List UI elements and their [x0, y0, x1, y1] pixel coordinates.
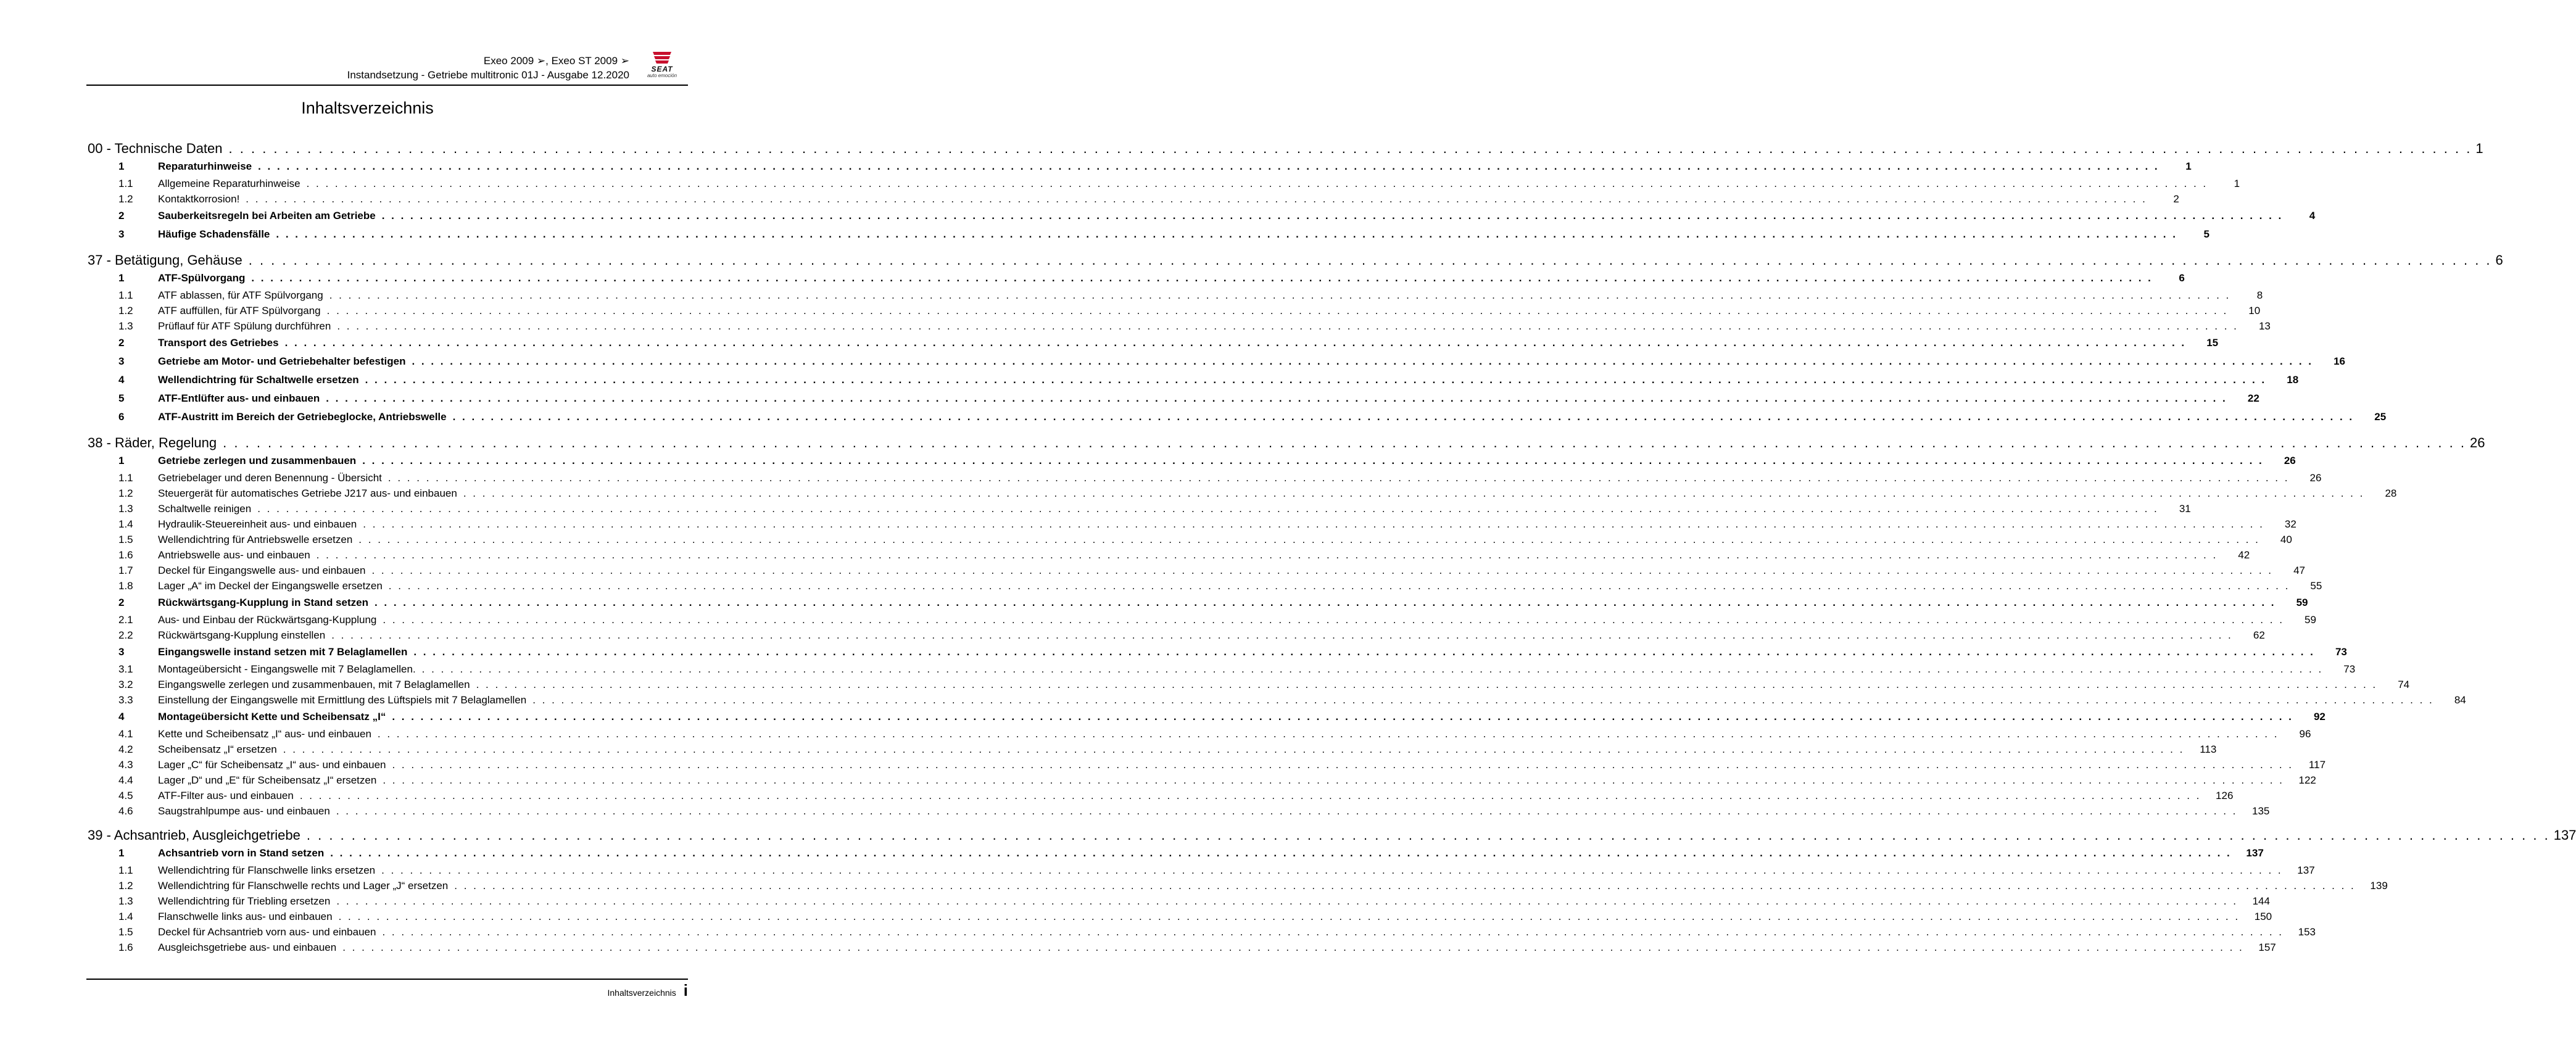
- toc-subsection[interactable]: [118, 924, 2316, 940]
- dot-leader: . . . . . . . . . . . . . . . . . . . . . . . . . . . . . . . . . . . . . . . . . . . . . . . . . . . . . . . . . . . . . . . . . . . . . . . . . . . . . . . . . . . . . . . . . . . . . . . . . . . . . . . . . . . . . . . . . . . . . . . . . . . . . . . . . . . . . . . . . . . . . . . . . . . . . . . . . . . . . . . . . . . . . . . . . . . . . . . . . . . . . . . . . . . . . . . . . . . . . . . .: [452, 411, 2354, 423]
- dot-leader: . . . . . . . . . . . . . . . . . . . . . . . . . . . . . . . . . . . . . . . . . . . . . . . . . . . . . . . . . . . . . . . . . . . . . . . . . . . . . . . . . . . . . . . . . . . . . . . . . . . . . . . . . . . . . . . . . . . . . . . . . . . . . . . . . . . . . . . . . . . . . . . . . . . . . . . . . . . . . . . . . . . . . . . . . . . . . . . . . . . . . . . . . . . . . . . . . . . . . . . .: [365, 374, 2267, 386]
- toc-subsection[interactable]: [118, 612, 2316, 627]
- page-header: [86, 51, 688, 85]
- section-title: Getriebelager und deren Benennung - Übersicht: [158, 472, 382, 484]
- footer-page-number: i: [683, 981, 688, 1000]
- section-title: Wellendichtring für Antriebswelle ersetzen: [158, 534, 353, 545]
- toc-section[interactable]: [118, 371, 2299, 389]
- chapter-page-number: 137: [2553, 827, 2576, 843]
- section-title: Steuergerät für automatisches Getriebe J217 aus- und einbauen: [158, 487, 457, 499]
- section-page-number: 144: [2252, 895, 2270, 907]
- toc-chapter-heading[interactable]: [88, 434, 2485, 452]
- section-page-number: 126: [2216, 790, 2234, 801]
- toc-subsection[interactable]: [118, 757, 2326, 772]
- section-number: 2.2: [118, 629, 133, 641]
- section-page-number: 62: [2253, 629, 2265, 641]
- section-number: 4.3: [118, 759, 133, 771]
- dot-leader: . . . . . . . . . . . . . . . . . . . . . . . . . . . . . . . . . . . . . . . . . . . . . . . . . . . . . . . . . . . . . . . . . . . . . . . . . . . . . . . . . . . . . . . . . . . . . . . . . . . . . . . . . . . . . . . . . . . . . . . . . . . . . . . . . . . . . . . . . . . . . . . . . . . . . . . . . . . . . . . . . . . . . . . . . . . . . . . . . . . . . . . . . . . . . . . . . . . . . . . .: [248, 252, 2492, 268]
- page-title: Inhaltsverzeichnis: [301, 99, 434, 117]
- section-page-number: 6: [2179, 272, 2185, 284]
- section-page-number: 22: [2247, 392, 2259, 404]
- section-page-number: 137: [2246, 847, 2264, 859]
- toc-subsection[interactable]: [118, 516, 2296, 532]
- dot-leader: . . . . . . . . . . . . . . . . . . . . . . . . . . . . . . . . . . . . . . . . . . . . . . . . . . . . . . . . . . . . . . . . . . . . . . . . . . . . . . . . . . . . . . . . . . . . . . . . . . . . . . . . . . . . . . . . . . . . . . . . . . . . . . . . . . . . . . . . . . . . . . . . . . . . . . . . . . . . . . . . . . . . . . . . . . . . . . . . . . . . . . . . . . . . . . . . . . . . . . . .: [283, 743, 2185, 755]
- toc-subsection[interactable]: [118, 501, 2191, 516]
- section-title: Deckel für Eingangswelle aus- und einbauen: [158, 565, 366, 576]
- dot-leader: . . . . . . . . . . . . . . . . . . . . . . . . . . . . . . . . . . . . . . . . . . . . . . . . . . . . . . . . . . . . . . . . . . . . . . . . . . . . . . . . . . . . . . . . . . . . . . . . . . . . . . . . . . . . . . . . . . . . . . . . . . . . . . . . . . . . . . . . . . . . . . . . . . . . . . . . . . . . . . . . . . . . . . . . . . . . . . . . . . . . . . . . . . . . . . . . . . . . . . . .: [284, 337, 2187, 349]
- dot-leader: . . . . . . . . . . . . . . . . . . . . . . . . . . . . . . . . . . . . . . . . . . . . . . . . . . . . . . . . . . . . . . . . . . . . . . . . . . . . . . . . . . . . . . . . . . . . . . . . . . . . . . . . . . . . . . . . . . . . . . . . . . . . . . . . . . . . . . . . . . . . . . . . . . . . . . . . . . . . . . . . . . . . . . . . . . . . . . . . . . . . . . . . . . . . . . . . . . . . . . . .: [338, 911, 2240, 922]
- logo-tagline: auto emoción: [647, 73, 677, 78]
- section-title: Achsantrieb vorn in Stand setzen: [158, 847, 325, 859]
- section-number: 3: [118, 646, 125, 658]
- section-title: Kontaktkorrosion!: [158, 193, 240, 205]
- section-page-number: 5: [2203, 228, 2209, 240]
- toc-section[interactable]: [118, 352, 2346, 371]
- toc-subsection[interactable]: [118, 893, 2270, 909]
- chapter-spacer: [88, 819, 688, 826]
- toc-section[interactable]: [118, 389, 2259, 408]
- section-page-number: 26: [2309, 472, 2322, 484]
- section-number: 1.4: [118, 911, 133, 922]
- section-page-number: 8: [2256, 289, 2263, 301]
- toc-subsection[interactable]: [118, 726, 2311, 742]
- toc-chapter-heading[interactable]: [88, 139, 2483, 157]
- section-page-number: 96: [2299, 728, 2311, 740]
- section-number: 2: [118, 210, 125, 221]
- dot-leader: . . . . . . . . . . . . . . . . . . . . . . . . . . . . . . . . . . . . . . . . . . . . . . . . . . . . . . . . . . . . . . . . . . . . . . . . . . . . . . . . . . . . . . . . . . . . . . . . . . . . . . . . . . . . . . . . . . . . . . . . . . . . . . . . . . . . . . . . . . . . . . . . . . . . . . . . . . . . . . . . . . . . . . . . . . . . . . . . . . . . . . . . . . . . . . . . . . . . . . . .: [336, 805, 2238, 817]
- section-number: 4.2: [118, 743, 133, 755]
- section-number: 3.2: [118, 679, 133, 690]
- section-page-number: 153: [2298, 926, 2316, 938]
- section-page-number: 137: [2297, 864, 2315, 876]
- section-page-number: 139: [2370, 880, 2388, 892]
- chapter-spacer: [88, 244, 688, 251]
- toc-section[interactable]: [118, 207, 2316, 225]
- section-title: Häufige Schadensfälle: [158, 228, 270, 240]
- dot-leader: . . . . . . . . . . . . . . . . . . . . . . . . . . . . . . . . . . . . . . . . . . . . . . . . . . . . . . . . . . . . . . . . . . . . . . . . . . . . . . . . . . . . . . . . . . . . . . . . . . . . . . . . . . . . . . . . . . . . . . . . . . . . . . . . . . . . . . . . . . . . . . . . . . . . . . . . . . . . . . . . . . . . . . . . . . . . . . . . . . . . . . . . . . . . . . . . . . . . . . . .: [377, 728, 2279, 740]
- section-number: 1.3: [118, 320, 133, 332]
- section-page-number: 26: [2284, 455, 2296, 466]
- section-page-number: 55: [2310, 580, 2322, 592]
- toc-subsection[interactable]: [118, 470, 2322, 486]
- section-page-number: 59: [2296, 597, 2308, 608]
- section-number: 1.3: [118, 503, 133, 515]
- toc-chapter: [88, 251, 2503, 426]
- toc-chapter: [88, 826, 2576, 955]
- page-footer: [607, 981, 688, 1000]
- section-title: ATF-Austritt im Bereich der Getriebeglocke, Antriebswelle: [158, 411, 447, 423]
- section-title: Rückwärtsgang-Kupplung in Stand setzen: [158, 597, 368, 608]
- dot-leader: . . . . . . . . . . . . . . . . . . . . . . . . . . . . . . . . . . . . . . . . . . . . . . . . . . . . . . . . . . . . . . . . . . . . . . . . . . . . . . . . . . . . . . . . . . . . . . . . . . . . . . . . . . . . . . . . . . . . . . . . . . . . . . . . . . . . . . . . . . . . . . . . . . . . . . . . . . . . . . . . . . . . . . . . . . . . . . . . . . . . . . . . . . . . . . . . . . . . . . . .: [374, 597, 2276, 608]
- dot-leader: . . . . . . . . . . . . . . . . . . . . . . . . . . . . . . . . . . . . . . . . . . . . . . . . . . . . . . . . . . . . . . . . . . . . . . . . . . . . . . . . . . . . . . . . . . . . . . . . . . . . . . . . . . . . . . . . . . . . . . . . . . . . . . . . . . . . . . . . . . . . . . . . . . . . . . . . . . . . . . . . . . . . . . . . . . . . . . . . . . . . . . . . . . . . . . . . . . . . . . . .: [371, 565, 2273, 576]
- section-title: Wellendichtring für Schaltwelle ersetzen: [158, 374, 359, 386]
- dot-leader: . . . . . . . . . . . . . . . . . . . . . . . . . . . . . . . . . . . . . . . . . . . . . . . . . . . . . . . . . . . . . . . . . . . . . . . . . . . . . . . . . . . . . . . . . . . . . . . . . . . . . . . . . . . . . . . . . . . . . . . . . . . . . . . . . . . . . . . . . . . . . . . . . . . . . . . . . . . . . . . . . . . . . . . . . . . . . . . . . . . . . . . . . . . . . . . . . . . . . . . .: [476, 679, 2378, 690]
- dot-leader: . . . . . . . . . . . . . . . . . . . . . . . . . . . . . . . . . . . . . . . . . . . . . . . . . . . . . . . . . . . . . . . . . . . . . . . . . . . . . . . . . . . . . . . . . . . . . . . . . . . . . . . . . . . . . . . . . . . . . . . . . . . . . . . . . . . . . . . . . . . . . . . . . . . . . . . . . . . . . . . . . . . . . . . . . . . . . . . . . . . . . . . . . . . . . . . . . . . . . . . .: [362, 455, 2264, 466]
- toc-section[interactable]: [118, 643, 2347, 661]
- dot-leader: . . . . . . . . . . . . . . . . . . . . . . . . . . . . . . . . . . . . . . . . . . . . . . . . . . . . . . . . . . . . . . . . . . . . . . . . . . . . . . . . . . . . . . . . . . . . . . . . . . . . . . . . . . . . . . . . . . . . . . . . . . . . . . . . . . . . . . . . . . . . . . . . . . . . . . . . . . . . . . . . . . . . . . . . . . . . . . . . . . . . . . . . . . . . . . . . . . . . . . . .: [223, 435, 2466, 450]
- section-page-number: 74: [2398, 679, 2410, 690]
- section-number: 1.1: [118, 289, 133, 301]
- section-title: Reparaturhinweise: [158, 160, 252, 172]
- dot-leader: . . . . . . . . . . . . . . . . . . . . . . . . . . . . . . . . . . . . . . . . . . . . . . . . . . . . . . . . . . . . . . . . . . . . . . . . . . . . . . . . . . . . . . . . . . . . . . . . . . . . . . . . . . . . . . . . . . . . . . . . . . . . . . . . . . . . . . . . . . . . . . . . . . . . . . . . . . . . . . . . . . . . . . . . . . . . . . . . . . . . . . . . . . . . . . . . . . . . . . . .: [251, 272, 2153, 284]
- toc-subsection[interactable]: [118, 627, 2265, 643]
- section-number: 4.1: [118, 728, 133, 740]
- section-title: Antriebswelle aus- und einbauen: [158, 549, 310, 561]
- header-model-line: Exeo 2009 ➢, Exeo ST 2009 ➢: [483, 55, 629, 67]
- chapter-page-number: 1: [2475, 141, 2483, 156]
- dot-leader: . . . . . . . . . . . . . . . . . . . . . . . . . . . . . . . . . . . . . . . . . . . . . . . . . . . . . . . . . . . . . . . . . . . . . . . . . . . . . . . . . . . . . . . . . . . . . . . . . . . . . . . . . . . . . . . . . . . . . . . . . . . . . . . . . . . . . . . . . . . . . . . . . . . . . . . . . . . . . . . . . . . . . . . . . . . . . . . . . . . . . . . . . . . . . . . . . . . . . . . .: [326, 305, 2229, 317]
- section-page-number: 15: [2206, 337, 2219, 349]
- dot-leader: . . . . . . . . . . . . . . . . . . . . . . . . . . . . . . . . . . . . . . . . . . . . . . . . . . . . . . . . . . . . . . . . . . . . . . . . . . . . . . . . . . . . . . . . . . . . . . . . . . . . . . . . . . . . . . . . . . . . . . . . . . . . . . . . . . . . . . . . . . . . . . . . . . . . . . . . . . . . . . . . . . . . . . . . . . . . . . . . . . . . . . . . . . . . . . . . . . . . . . . .: [258, 160, 2160, 172]
- section-title: Prüflauf für ATF Spülung durchführen: [158, 320, 331, 332]
- dot-leader: . . . . . . . . . . . . . . . . . . . . . . . . . . . . . . . . . . . . . . . . . . . . . . . . . . . . . . . . . . . . . . . . . . . . . . . . . . . . . . . . . . . . . . . . . . . . . . . . . . . . . . . . . . . . . . . . . . . . . . . . . . . . . . . . . . . . . . . . . . . . . . . . . . . . . . . . . . . . . . . . . . . . . . . . . . . . . . . . . . . . . . . . . . . . . . . . . . . . . . . .: [388, 580, 2290, 592]
- section-title: Wellendichtring für Flanschwelle rechts und Lager „J“ ersetzen: [158, 880, 449, 892]
- dot-leader: . . . . . . . . . . . . . . . . . . . . . . . . . . . . . . . . . . . . . . . . . . . . . . . . . . . . . . . . . . . . . . . . . . . . . . . . . . . . . . . . . . . . . . . . . . . . . . . . . . . . . . . . . . . . . . . . . . . . . . . . . . . . . . . . . . . . . . . . . . . . . . . . . . . . . . . . . . . . . . . . . . . . . . . . . . . . . . . . . . . . . . . . . . . . . . . . . . . . . . . .: [382, 926, 2284, 938]
- section-number: 1.5: [118, 534, 133, 545]
- dot-leader: . . . . . . . . . . . . . . . . . . . . . . . . . . . . . . . . . . . . . . . . . . . . . . . . . . . . . . . . . . . . . . . . . . . . . . . . . . . . . . . . . . . . . . . . . . . . . . . . . . . . . . . . . . . . . . . . . . . . . . . . . . . . . . . . . . . . . . . . . . . . . . . . . . . . . . . . . . . . . . . . . . . . . . . . . . . . . . . . . . . . . . . . . . . . . . . . . . . . . . . .: [383, 774, 2284, 786]
- section-title: Montageübersicht Kette und Scheibensatz „I“: [158, 711, 386, 722]
- toc-chapter-heading[interactable]: [88, 826, 2576, 844]
- toc-subsection[interactable]: [118, 863, 2315, 878]
- toc-subsection[interactable]: [118, 803, 2270, 819]
- chapter-title: 37 - Betätigung, Gehäuse: [88, 252, 242, 268]
- section-number: 2: [118, 597, 125, 608]
- toc-subsection[interactable]: [118, 288, 2263, 303]
- section-number: 1: [118, 455, 125, 466]
- toc-chapter-heading[interactable]: [88, 251, 2503, 269]
- dot-leader: . . . . . . . . . . . . . . . . . . . . . . . . . . . . . . . . . . . . . . . . . . . . . . . . . . . . . . . . . . . . . . . . . . . . . . . . . . . . . . . . . . . . . . . . . . . . . . . . . . . . . . . . . . . . . . . . . . . . . . . . . . . . . . . . . . . . . . . . . . . . . . . . . . . . . . . . . . . . . . . . . . . . . . . . . . . . . . . . . . . . . . . . . . . . . . . . . . . . . . . .: [383, 614, 2284, 626]
- dot-leader: . . . . . . . . . . . . . . . . . . . . . . . . . . . . . . . . . . . . . . . . . . . . . . . . . . . . . . . . . . . . . . . . . . . . . . . . . . . . . . . . . . . . . . . . . . . . . . . . . . . . . . . . . . . . . . . . . . . . . . . . . . . . . . . . . . . . . . . . . . . . . . . . . . . . . . . . . . . . . . . . . . . . . . . . . . . . . . . . . . . . . . . . . . . . . . . . . . . . . . . .: [463, 487, 2365, 499]
- section-page-number: 157: [2258, 942, 2276, 953]
- dot-leader: . . . . . . . . . . . . . . . . . . . . . . . . . . . . . . . . . . . . . . . . . . . . . . . . . . . . . . . . . . . . . . . . . . . . . . . . . . . . . . . . . . . . . . . . . . . . . . . . . . . . . . . . . . . . . . . . . . . . . . . . . . . . . . . . . . . . . . . . . . . . . . . . . . . . . . . . . . . . . . . . . . . . . . . . . . . . . . . . . . . . . . . . . . . . . . . . . . . . . . . .: [413, 646, 2315, 658]
- dot-leader: . . . . . . . . . . . . . . . . . . . . . . . . . . . . . . . . . . . . . . . . . . . . . . . . . . . . . . . . . . . . . . . . . . . . . . . . . . . . . . . . . . . . . . . . . . . . . . . . . . . . . . . . . . . . . . . . . . . . . . . . . . . . . . . . . . . . . . . . . . . . . . . . . . . . . . . . . . . . . . . . . . . . . . . . . . . . . . . . . . . . . . . . . . . . . . . . . . . . . . . .: [331, 629, 2233, 641]
- section-title: ATF-Entlüfter aus- und einbauen: [158, 392, 320, 404]
- section-number: 1.5: [118, 926, 133, 938]
- section-title: Flanschwelle links aus- und einbauen: [158, 911, 333, 922]
- dot-leader: . . . . . . . . . . . . . . . . . . . . . . . . . . . . . . . . . . . . . . . . . . . . . . . . . . . . . . . . . . . . . . . . . . . . . . . . . . . . . . . . . . . . . . . . . . . . . . . . . . . . . . . . . . . . . . . . . . . . . . . . . . . . . . . . . . . . . . . . . . . . . . . . . . . . . . . . . . . . . . . . . . . . . . . . . . . . . . . . . . . . . . . . . . . . . . . . . . . . . . . .: [316, 549, 2218, 561]
- section-page-number: 4: [2309, 210, 2316, 221]
- seat-logo-icon: [652, 51, 673, 65]
- toc-chapter: [88, 434, 2485, 819]
- dot-leader: . . . . . . . . . . . . . . . . . . . . . . . . . . . . . . . . . . . . . . . . . . . . . . . . . . . . . . . . . . . . . . . . . . . . . . . . . . . . . . . . . . . . . . . . . . . . . . . . . . . . . . . . . . . . . . . . . . . . . . . . . . . . . . . . . . . . . . . . . . . . . . . . . . . . . . . . . . . . . . . . . . . . . . . . . . . . . . . . . . . . . . . . . . . . . . . . . . . . . . . .: [421, 663, 2324, 675]
- section-title: Kette und Scheibensatz „I“ aus- und einbauen: [158, 728, 371, 740]
- toc-subsection[interactable]: [118, 742, 2217, 757]
- section-number: 6: [118, 411, 125, 423]
- section-page-number: 84: [2454, 694, 2466, 706]
- section-page-number: 2: [2173, 193, 2179, 205]
- section-title: ATF auffüllen, für ATF Spülvorgang: [158, 305, 321, 317]
- section-page-number: 1: [2234, 178, 2240, 189]
- section-number: 1.2: [118, 880, 133, 892]
- section-title: Montageübersicht - Eingangswelle mit 7 Belaglamellen.: [158, 663, 416, 675]
- dot-leader: . . . . . . . . . . . . . . . . . . . . . . . . . . . . . . . . . . . . . . . . . . . . . . . . . . . . . . . . . . . . . . . . . . . . . . . . . . . . . . . . . . . . . . . . . . . . . . . . . . . . . . . . . . . . . . . . . . . . . . . . . . . . . . . . . . . . . . . . . . . . . . . . . . . . . . . . . . . . . . . . . . . . . . . . . . . . . . . . . . . . . . . . . . . . . . . . . . . . . . . .: [306, 178, 2208, 189]
- toc-subsection[interactable]: [118, 578, 2322, 594]
- section-number: 4: [118, 374, 125, 386]
- section-title: Sauberkeitsregeln bei Arbeiten am Getriebe: [158, 210, 376, 221]
- seat-logo: [636, 51, 688, 83]
- toc-subsection[interactable]: [118, 677, 2410, 692]
- section-title: ATF-Filter aus- und einbauen: [158, 790, 294, 801]
- dot-leader: . . . . . . . . . . . . . . . . . . . . . . . . . . . . . . . . . . . . . . . . . . . . . . . . . . . . . . . . . . . . . . . . . . . . . . . . . . . . . . . . . . . . . . . . . . . . . . . . . . . . . . . . . . . . . . . . . . . . . . . . . . . . . . . . . . . . . . . . . . . . . . . . . . . . . . . . . . . . . . . . . . . . . . . . . . . . . . . . . . . . . . . . . . . . . . . . . . . . . . . .: [276, 228, 2177, 240]
- section-title: Lager „C“ für Scheibensatz „I“ aus- und einbauen: [158, 759, 386, 771]
- section-page-number: 47: [2293, 565, 2305, 576]
- toc-chapter: [88, 139, 2483, 244]
- toc-section[interactable]: [118, 225, 2209, 244]
- section-title: Wellendichtring für Triebling ersetzen: [158, 895, 331, 907]
- dot-leader: . . . . . . . . . . . . . . . . . . . . . . . . . . . . . . . . . . . . . . . . . . . . . . . . . . . . . . . . . . . . . . . . . . . . . . . . . . . . . . . . . . . . . . . . . . . . . . . . . . . . . . . . . . . . . . . . . . . . . . . . . . . . . . . . . . . . . . . . . . . . . . . . . . . . . . . . . . . . . . . . . . . . . . . . . . . . . . . . . . . . . . . . . . . . . . . . . . . . . . . .: [336, 895, 2238, 907]
- dot-leader: . . . . . . . . . . . . . . . . . . . . . . . . . . . . . . . . . . . . . . . . . . . . . . . . . . . . . . . . . . . . . . . . . . . . . . . . . . . . . . . . . . . . . . . . . . . . . . . . . . . . . . . . . . . . . . . . . . . . . . . . . . . . . . . . . . . . . . . . . . . . . . . . . . . . . . . . . . . . . . . . . . . . . . . . . . . . . . . . . . . . . . . . . . . . . . . . . . . . . . . .: [330, 847, 2232, 859]
- toc-subsection[interactable]: [118, 191, 2179, 207]
- section-page-number: 25: [2374, 411, 2387, 423]
- section-title: Eingangswelle zerlegen und zusammenbauen, mit 7 Belaglamellen: [158, 679, 470, 690]
- toc-section[interactable]: [118, 157, 2192, 176]
- dot-leader: . . . . . . . . . . . . . . . . . . . . . . . . . . . . . . . . . . . . . . . . . . . . . . . . . . . . . . . . . . . . . . . . . . . . . . . . . . . . . . . . . . . . . . . . . . . . . . . . . . . . . . . . . . . . . . . . . . . . . . . . . . . . . . . . . . . . . . . . . . . . . . . . . . . . . . . . . . . . . . . . . . . . . . . . . . . . . . . . . . . . . . . . . . . . . . . . . . . . . . . .: [326, 392, 2227, 404]
- table-of-contents: [88, 139, 2576, 955]
- chapter-page-number: 26: [2469, 435, 2485, 450]
- chapter-title: 39 - Achsantrieb, Ausgleichgetriebe: [88, 827, 300, 843]
- section-page-number: 31: [2179, 503, 2191, 515]
- section-title: Hydraulik-Steuereinheit aus- und einbauen: [158, 518, 357, 530]
- dot-leader: . . . . . . . . . . . . . . . . . . . . . . . . . . . . . . . . . . . . . . . . . . . . . . . . . . . . . . . . . . . . . . . . . . . . . . . . . . . . . . . . . . . . . . . . . . . . . . . . . . . . . . . . . . . . . . . . . . . . . . . . . . . . . . . . . . . . . . . . . . . . . . . . . . . . . . . . . . . . . . . . . . . . . . . . . . . . . . . . . . . . . . . . . . . . . . . . . . . . . . . .: [381, 210, 2284, 221]
- section-number: 1: [118, 160, 125, 172]
- toc-subsection[interactable]: [118, 318, 2271, 334]
- toc-subsection[interactable]: [118, 878, 2388, 893]
- section-title: Aus- und Einbau der Rückwärtsgang-Kupplung: [158, 614, 377, 626]
- section-number: 1.8: [118, 580, 133, 592]
- dot-leader: . . . . . . . . . . . . . . . . . . . . . . . . . . . . . . . . . . . . . . . . . . . . . . . . . . . . . . . . . . . . . . . . . . . . . . . . . . . . . . . . . . . . . . . . . . . . . . . . . . . . . . . . . . . . . . . . . . . . . . . . . . . . . . . . . . . . . . . . . . . . . . . . . . . . . . . . . . . . . . . . . . . . . . . . . . . . . . . . . . . . . . . . . . . . . . . . . . . . . . . .: [387, 472, 2290, 484]
- dot-leader: . . . . . . . . . . . . . . . . . . . . . . . . . . . . . . . . . . . . . . . . . . . . . . . . . . . . . . . . . . . . . . . . . . . . . . . . . . . . . . . . . . . . . . . . . . . . . . . . . . . . . . . . . . . . . . . . . . . . . . . . . . . . . . . . . . . . . . . . . . . . . . . . . . . . . . . . . . . . . . . . . . . . . . . . . . . . . . . . . . . . . . . . . . . . . . . . . . . . . . . .: [257, 503, 2159, 515]
- toc-subsection[interactable]: [118, 692, 2466, 708]
- section-page-number: 32: [2284, 518, 2296, 530]
- section-page-number: 10: [2248, 305, 2261, 317]
- section-title: Transport des Getriebes: [158, 337, 279, 349]
- toc-subsection[interactable]: [118, 532, 2292, 547]
- dot-leader: . . . . . . . . . . . . . . . . . . . . . . . . . . . . . . . . . . . . . . . . . . . . . . . . . . . . . . . . . . . . . . . . . . . . . . . . . . . . . . . . . . . . . . . . . . . . . . . . . . . . . . . . . . . . . . . . . . . . . . . . . . . . . . . . . . . . . . . . . . . . . . . . . . . . . . . . . . . . . . . . . . . . . . . . . . . . . . . . . . . . . . . . . . . . . . . . . . . . . . . .: [342, 942, 2244, 953]
- section-number: 3: [118, 228, 125, 240]
- toc-subsection[interactable]: [118, 547, 2250, 563]
- dot-leader: . . . . . . . . . . . . . . . . . . . . . . . . . . . . . . . . . . . . . . . . . . . . . . . . . . . . . . . . . . . . . . . . . . . . . . . . . . . . . . . . . . . . . . . . . . . . . . . . . . . . . . . . . . . . . . . . . . . . . . . . . . . . . . . . . . . . . . . . . . . . . . . . . . . . . . . . . . . . . . . . . . . . . . . . . . . . . . . . . . . . . . . . . . . . . . . . . . . . . . . .: [306, 827, 2550, 843]
- section-title: Deckel für Achsantrieb vorn aus- und einbauen: [158, 926, 376, 938]
- section-number: 4.5: [118, 790, 133, 801]
- dot-leader: . . . . . . . . . . . . . . . . . . . . . . . . . . . . . . . . . . . . . . . . . . . . . . . . . . . . . . . . . . . . . . . . . . . . . . . . . . . . . . . . . . . . . . . . . . . . . . . . . . . . . . . . . . . . . . . . . . . . . . . . . . . . . . . . . . . . . . . . . . . . . . . . . . . . . . . . . . . . . . . . . . . . . . . . . . . . . . . . . . . . . . . . . . . . . . . . . . . . . . . .: [228, 141, 2472, 156]
- toc-subsection[interactable]: [118, 788, 2234, 803]
- toc-subsection[interactable]: [118, 772, 2316, 788]
- toc-section[interactable]: [118, 408, 2387, 426]
- toc-subsection[interactable]: [118, 563, 2305, 578]
- section-number: 1.3: [118, 895, 133, 907]
- section-number: 1.2: [118, 487, 133, 499]
- dot-leader: . . . . . . . . . . . . . . . . . . . . . . . . . . . . . . . . . . . . . . . . . . . . . . . . . . . . . . . . . . . . . . . . . . . . . . . . . . . . . . . . . . . . . . . . . . . . . . . . . . . . . . . . . . . . . . . . . . . . . . . . . . . . . . . . . . . . . . . . . . . . . . . . . . . . . . . . . . . . . . . . . . . . . . . . . . . . . . . . . . . . . . . . . . . . . . . . . . . . . . . .: [532, 694, 2434, 706]
- dot-leader: . . . . . . . . . . . . . . . . . . . . . . . . . . . . . . . . . . . . . . . . . . . . . . . . . . . . . . . . . . . . . . . . . . . . . . . . . . . . . . . . . . . . . . . . . . . . . . . . . . . . . . . . . . . . . . . . . . . . . . . . . . . . . . . . . . . . . . . . . . . . . . . . . . . . . . . . . . . . . . . . . . . . . . . . . . . . . . . . . . . . . . . . . . . . . . . . . . . . . . . .: [392, 711, 2293, 722]
- header-text: [347, 54, 629, 82]
- header-divider: [86, 85, 688, 86]
- chapter-title: 00 - Technische Daten: [88, 141, 223, 156]
- dot-leader: . . . . . . . . . . . . . . . . . . . . . . . . . . . . . . . . . . . . . . . . . . . . . . . . . . . . . . . . . . . . . . . . . . . . . . . . . . . . . . . . . . . . . . . . . . . . . . . . . . . . . . . . . . . . . . . . . . . . . . . . . . . . . . . . . . . . . . . . . . . . . . . . . . . . . . . . . . . . . . . . . . . . . . . . . . . . . . . . . . . . . . . . . . . . . . . . . . . . . . . .: [299, 790, 2201, 801]
- toc-section[interactable]: [118, 269, 2185, 288]
- section-title: Getriebe am Motor- und Getriebehalter befestigen: [158, 355, 406, 367]
- section-page-number: 73: [2343, 663, 2356, 675]
- section-number: 1.1: [118, 178, 133, 189]
- footer-label: Inhaltsverzeichnis: [607, 988, 676, 998]
- toc-subsection[interactable]: [118, 940, 2276, 955]
- chapter-page-number: 6: [2495, 252, 2503, 268]
- section-number: 1.7: [118, 565, 133, 576]
- section-number: 5: [118, 392, 125, 404]
- section-page-number: 122: [2298, 774, 2316, 786]
- toc-subsection[interactable]: [118, 661, 2356, 677]
- section-page-number: 13: [2258, 320, 2271, 332]
- section-title: Saugstrahlpumpe aus- und einbauen: [158, 805, 330, 817]
- section-title: Wellendichtring für Flanschwelle links ersetzen: [158, 864, 376, 876]
- section-title: Schaltwelle reinigen: [158, 503, 252, 515]
- toc-section[interactable]: [118, 334, 2219, 352]
- section-page-number: 16: [2334, 355, 2346, 367]
- toc-section[interactable]: [118, 452, 2296, 470]
- footer-divider: [86, 979, 688, 980]
- section-number: 4.4: [118, 774, 133, 786]
- section-number: 1: [118, 847, 125, 859]
- dot-leader: . . . . . . . . . . . . . . . . . . . . . . . . . . . . . . . . . . . . . . . . . . . . . . . . . . . . . . . . . . . . . . . . . . . . . . . . . . . . . . . . . . . . . . . . . . . . . . . . . . . . . . . . . . . . . . . . . . . . . . . . . . . . . . . . . . . . . . . . . . . . . . . . . . . . . . . . . . . . . . . . . . . . . . . . . . . . . . . . . . . . . . . . . . . . . . . . . . . . . . . .: [329, 289, 2231, 301]
- chapter-spacer: [88, 426, 688, 434]
- toc-section[interactable]: [118, 594, 2308, 612]
- dot-leader: . . . . . . . . . . . . . . . . . . . . . . . . . . . . . . . . . . . . . . . . . . . . . . . . . . . . . . . . . . . . . . . . . . . . . . . . . . . . . . . . . . . . . . . . . . . . . . . . . . . . . . . . . . . . . . . . . . . . . . . . . . . . . . . . . . . . . . . . . . . . . . . . . . . . . . . . . . . . . . . . . . . . . . . . . . . . . . . . . . . . . . . . . . . . . . . . . . . . . . . .: [246, 193, 2147, 205]
- section-title: Ausgleichsgetriebe aus- und einbauen: [158, 942, 337, 953]
- section-title: Eingangswelle instand setzen mit 7 Belaglamellen: [158, 646, 408, 658]
- section-number: 1: [118, 272, 125, 284]
- section-title: Rückwärtsgang-Kupplung einstellen: [158, 629, 326, 641]
- section-title: Lager „A“ im Deckel der Eingangswelle ersetzen: [158, 580, 383, 592]
- section-page-number: 150: [2254, 911, 2272, 922]
- section-page-number: 18: [2287, 374, 2299, 386]
- dot-leader: . . . . . . . . . . . . . . . . . . . . . . . . . . . . . . . . . . . . . . . . . . . . . . . . . . . . . . . . . . . . . . . . . . . . . . . . . . . . . . . . . . . . . . . . . . . . . . . . . . . . . . . . . . . . . . . . . . . . . . . . . . . . . . . . . . . . . . . . . . . . . . . . . . . . . . . . . . . . . . . . . . . . . . . . . . . . . . . . . . . . . . . . . . . . . . . . . . . . . . . .: [358, 534, 2260, 545]
- section-page-number: 59: [2305, 614, 2316, 626]
- section-title: Lager „D“ und „E“ für Scheibensatz „I“ ersetzen: [158, 774, 377, 786]
- header-document-line: Instandsetzung - Getriebe multitronic 01J - Ausgabe 12.2020: [347, 69, 629, 81]
- section-page-number: 117: [2308, 759, 2326, 771]
- toc-subsection[interactable]: [118, 303, 2261, 318]
- section-number: 4.6: [118, 805, 133, 817]
- section-page-number: 42: [2238, 549, 2250, 561]
- section-title: ATF ablassen, für ATF Spülvorgang: [158, 289, 323, 301]
- section-number: 3.3: [118, 694, 133, 706]
- logo-wordmark: SEAT: [651, 65, 673, 73]
- toc-section[interactable]: [118, 844, 2264, 863]
- section-page-number: 1: [2185, 160, 2192, 172]
- section-page-number: 28: [2385, 487, 2397, 499]
- section-number: 2.1: [118, 614, 133, 626]
- section-page-number: 40: [2280, 534, 2292, 545]
- section-page-number: 92: [2313, 711, 2325, 722]
- toc-subsection[interactable]: [118, 486, 2397, 501]
- section-number: 3.1: [118, 663, 133, 675]
- section-title: Allgemeine Reparaturhinweise: [158, 178, 300, 189]
- section-page-number: 135: [2252, 805, 2270, 817]
- dot-leader: . . . . . . . . . . . . . . . . . . . . . . . . . . . . . . . . . . . . . . . . . . . . . . . . . . . . . . . . . . . . . . . . . . . . . . . . . . . . . . . . . . . . . . . . . . . . . . . . . . . . . . . . . . . . . . . . . . . . . . . . . . . . . . . . . . . . . . . . . . . . . . . . . . . . . . . . . . . . . . . . . . . . . . . . . . . . . . . . . . . . . . . . . . . . . . . . . . . . . . . .: [454, 880, 2356, 892]
- dot-leader: . . . . . . . . . . . . . . . . . . . . . . . . . . . . . . . . . . . . . . . . . . . . . . . . . . . . . . . . . . . . . . . . . . . . . . . . . . . . . . . . . . . . . . . . . . . . . . . . . . . . . . . . . . . . . . . . . . . . . . . . . . . . . . . . . . . . . . . . . . . . . . . . . . . . . . . . . . . . . . . . . . . . . . . . . . . . . . . . . . . . . . . . . . . . . . . . . . . . . . . .: [363, 518, 2264, 530]
- section-number: 4: [118, 711, 125, 722]
- section-number: 3: [118, 355, 125, 367]
- section-title: Einstellung der Eingangswelle mit Ermittlung des Lüftspiels mit 7 Belaglamellen: [158, 694, 527, 706]
- section-title: Scheibensatz „I“ ersetzen: [158, 743, 277, 755]
- section-title: Getriebe zerlegen und zusammenbauen: [158, 455, 357, 466]
- section-page-number: 113: [2200, 743, 2217, 755]
- section-page-number: 73: [2335, 646, 2347, 658]
- section-title: ATF-Spülvorgang: [158, 272, 246, 284]
- section-number: 1.4: [118, 518, 133, 530]
- dot-leader: . . . . . . . . . . . . . . . . . . . . . . . . . . . . . . . . . . . . . . . . . . . . . . . . . . . . . . . . . . . . . . . . . . . . . . . . . . . . . . . . . . . . . . . . . . . . . . . . . . . . . . . . . . . . . . . . . . . . . . . . . . . . . . . . . . . . . . . . . . . . . . . . . . . . . . . . . . . . . . . . . . . . . . . . . . . . . . . . . . . . . . . . . . . . . . . . . . . . . . . .: [381, 864, 2283, 876]
- section-number: 1.1: [118, 864, 133, 876]
- section-number: 1.2: [118, 305, 133, 317]
- section-number: 1.1: [118, 472, 133, 484]
- dot-leader: . . . . . . . . . . . . . . . . . . . . . . . . . . . . . . . . . . . . . . . . . . . . . . . . . . . . . . . . . . . . . . . . . . . . . . . . . . . . . . . . . . . . . . . . . . . . . . . . . . . . . . . . . . . . . . . . . . . . . . . . . . . . . . . . . . . . . . . . . . . . . . . . . . . . . . . . . . . . . . . . . . . . . . . . . . . . . . . . . . . . . . . . . . . . . . . . . . . . . . . .: [412, 355, 2314, 367]
- toc-section[interactable]: [118, 708, 2325, 726]
- chapter-title: 38 - Räder, Regelung: [88, 435, 217, 450]
- toc-subsection[interactable]: [118, 176, 2240, 191]
- section-number: 1.2: [118, 193, 133, 205]
- dot-leader: . . . . . . . . . . . . . . . . . . . . . . . . . . . . . . . . . . . . . . . . . . . . . . . . . . . . . . . . . . . . . . . . . . . . . . . . . . . . . . . . . . . . . . . . . . . . . . . . . . . . . . . . . . . . . . . . . . . . . . . . . . . . . . . . . . . . . . . . . . . . . . . . . . . . . . . . . . . . . . . . . . . . . . . . . . . . . . . . . . . . . . . . . . . . . . . . . . . . . . . .: [392, 759, 2294, 771]
- section-number: 1.6: [118, 942, 133, 953]
- section-number: 1.6: [118, 549, 133, 561]
- section-number: 2: [118, 337, 125, 349]
- toc-subsection[interactable]: [118, 909, 2272, 924]
- dot-leader: . . . . . . . . . . . . . . . . . . . . . . . . . . . . . . . . . . . . . . . . . . . . . . . . . . . . . . . . . . . . . . . . . . . . . . . . . . . . . . . . . . . . . . . . . . . . . . . . . . . . . . . . . . . . . . . . . . . . . . . . . . . . . . . . . . . . . . . . . . . . . . . . . . . . . . . . . . . . . . . . . . . . . . . . . . . . . . . . . . . . . . . . . . . . . . . . . . . . . . . .: [337, 320, 2238, 332]
